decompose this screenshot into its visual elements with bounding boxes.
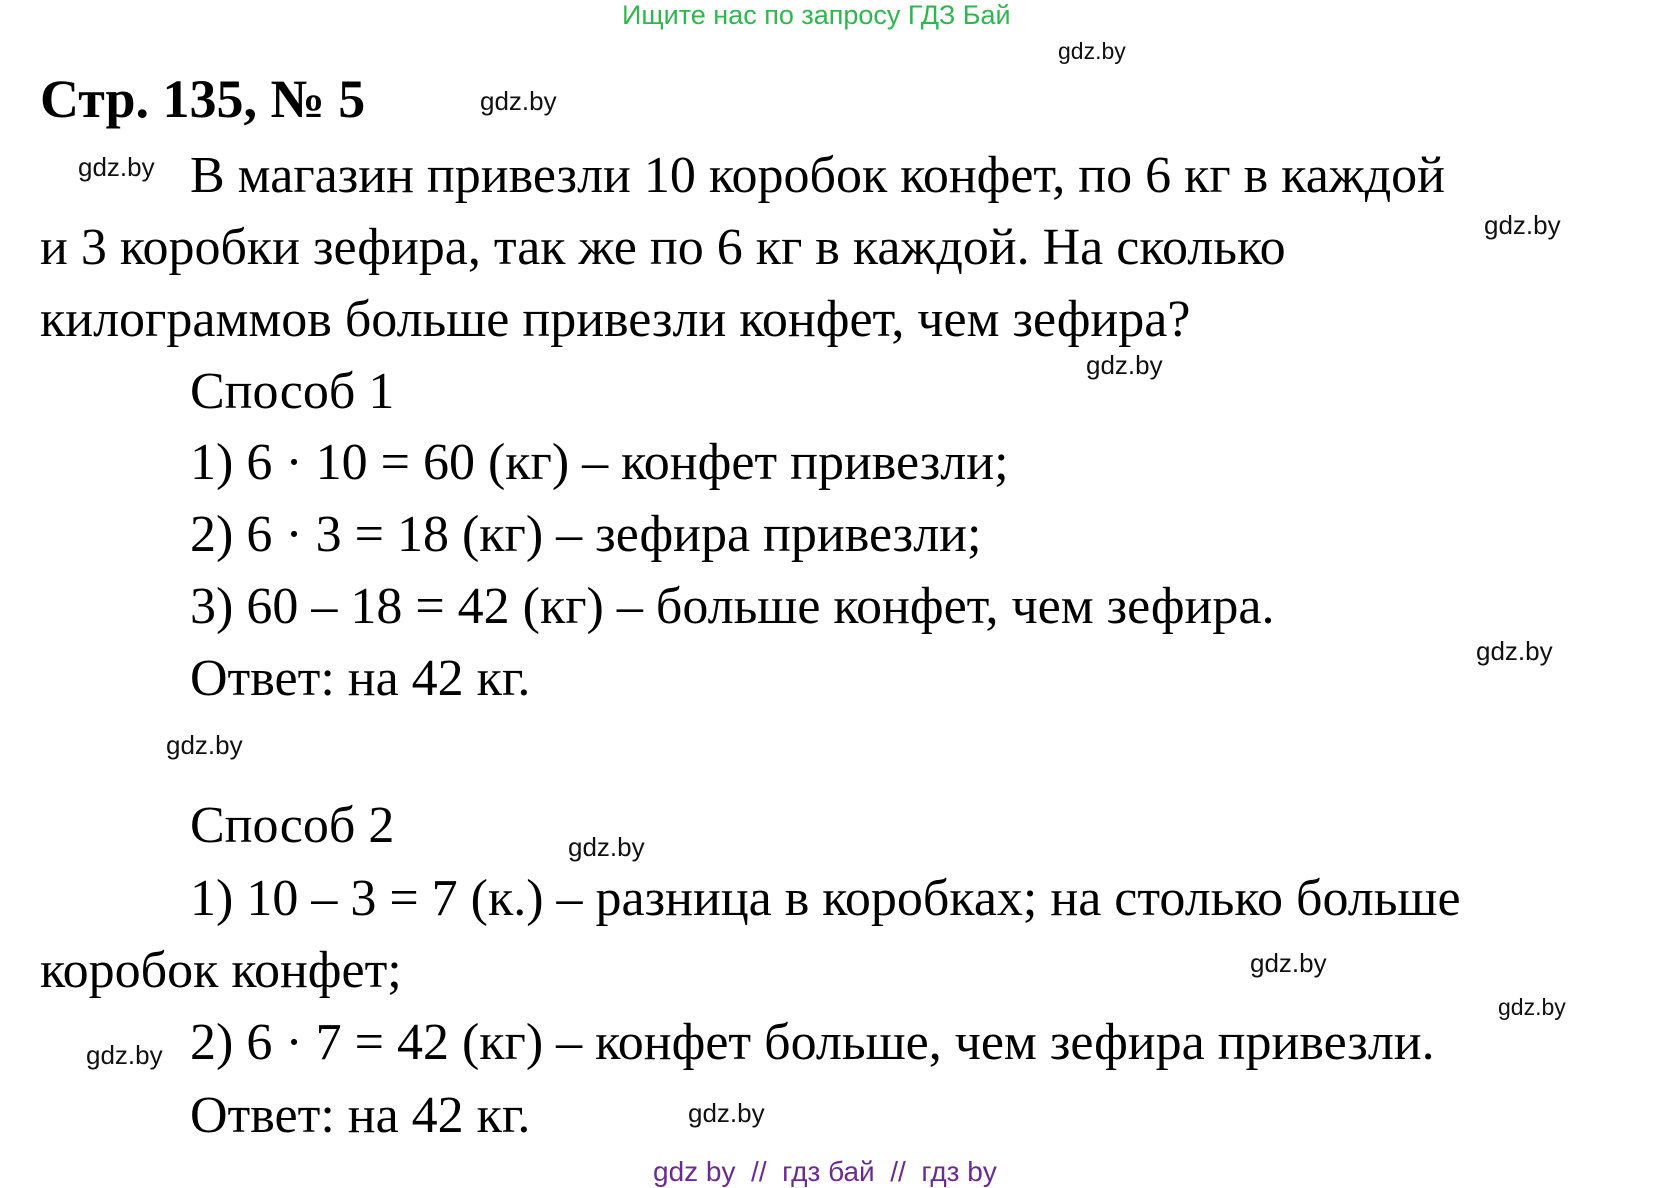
watermark: gdz.by bbox=[86, 1040, 163, 1070]
watermark: gdz.by bbox=[688, 1098, 765, 1128]
watermark: gdz.by bbox=[1086, 350, 1163, 380]
method2-heading: Способ 2 bbox=[190, 797, 395, 854]
method2-step-1-line-1: 1) 10 – 3 = 7 (к.) – разница в коробках; на столько больше bbox=[190, 870, 1461, 927]
watermark: gdz.by bbox=[1250, 948, 1327, 978]
watermark: gdz.by bbox=[1476, 636, 1553, 666]
watermark: gdz.by bbox=[1484, 210, 1561, 240]
method1-answer: Ответ: на 42 кг. bbox=[190, 650, 531, 707]
watermark: gdz.by bbox=[1058, 38, 1126, 64]
watermark: gdz.by bbox=[78, 152, 155, 182]
top-banner[interactable]: Ищите нас по запросу ГДЗ Бай bbox=[622, 0, 1011, 30]
watermark: gdz.by bbox=[568, 832, 645, 862]
method1-step-3: 3) 60 – 18 = 42 (кг) – больше конфет, чем зефира. bbox=[190, 578, 1275, 635]
problem-line-3: килограммов больше привезли конфет, чем зефира? bbox=[40, 291, 1191, 348]
watermark: gdz.by bbox=[480, 86, 557, 116]
method2-step-2: 2) 6 · 7 = 42 (кг) – конфет больше, чем зефира привезли. bbox=[190, 1014, 1435, 1071]
problem-line-1: В магазин привезли 10 коробок конфет, по 6 кг в каждой bbox=[190, 147, 1445, 204]
method1-step-1: 1) 6 · 10 = 60 (кг) – конфет привезли; bbox=[190, 434, 1009, 491]
watermark: gdz.by bbox=[166, 730, 243, 760]
footer-links[interactable]: gdz by // гдз бай // гдз by bbox=[653, 1156, 997, 1187]
problem-line-2: и 3 коробки зефира, так же по 6 кг в каждой. На сколько bbox=[40, 219, 1286, 276]
method2-step-1-line-2: коробок конфет; bbox=[40, 942, 402, 999]
page-title: Стр. 135, № 5 bbox=[40, 69, 366, 129]
method1-step-2: 2) 6 · 3 = 18 (кг) – зефира привезли; bbox=[190, 506, 982, 563]
method1-heading: Способ 1 bbox=[190, 363, 395, 420]
method2-answer: Ответ: на 42 кг. bbox=[190, 1087, 531, 1144]
watermark: gdz.by bbox=[1498, 994, 1566, 1020]
